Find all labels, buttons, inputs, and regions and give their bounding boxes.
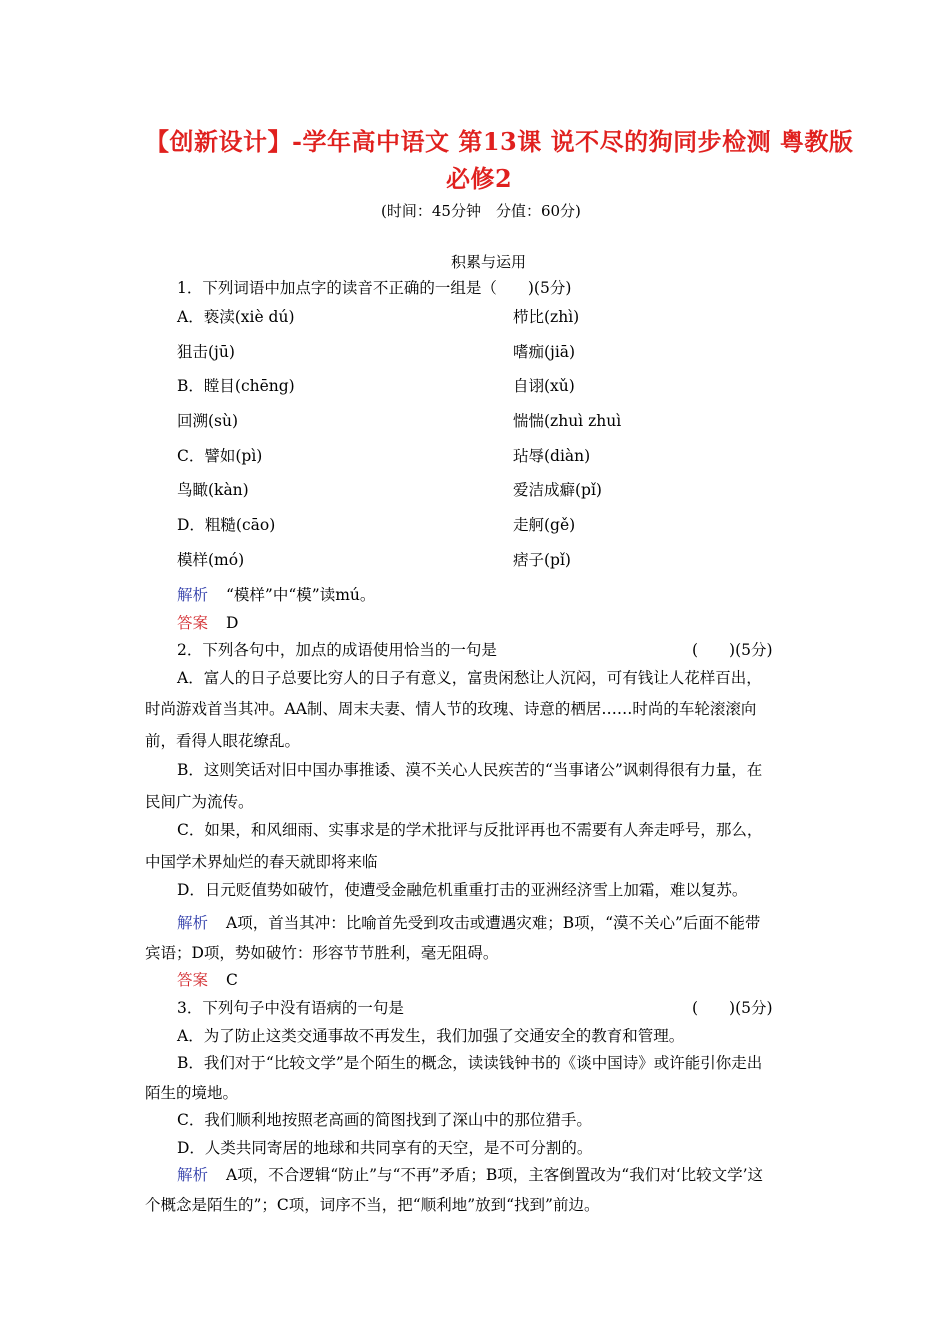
q1-option-left: 鸟瞰(kàn) xyxy=(177,481,249,499)
q2-line: D．日元贬值势如破竹，使遭受金融危机重重打击的亚洲经济雪上加霜，难以复苏。 xyxy=(177,881,748,899)
q1-stem: 1．下列词语中加点字的读音不正确的一组是（ )(5分) xyxy=(177,279,572,297)
q2-line: A．富人的日子总要比穷人的日子有意义，富贵闲愁让人沉闷，可有钱让人花样百出， xyxy=(177,669,762,687)
q3-answer-paren: ( )(5分) xyxy=(692,999,773,1017)
page-title-line2: 必修2 xyxy=(446,164,513,193)
q1-option-left: 模样(mó) xyxy=(177,551,245,569)
q2-answer-paren: ( )(5分) xyxy=(692,641,773,659)
q3-line: 陌生的境地。 xyxy=(145,1084,239,1102)
q2-analysis-text: A项，首当其冲：比喻首先受到攻击或遭遇灾难；B项，“漠不关心”后面不能带 xyxy=(226,914,761,932)
q1-option-right: 痞子(pǐ) xyxy=(513,551,571,569)
q1-option-left: C．譬如(pì) xyxy=(177,447,263,465)
q3-line: B．我们对于“比较文学”是个陌生的概念，读读钱钟书的《谈中国诗》或许能引你走出 xyxy=(177,1054,763,1072)
q3-analysis-text-cont: 个概念是陌生的”；C项，词序不当，把“顺利地”放到“找到”前边。 xyxy=(145,1196,600,1214)
q3-line: A．为了防止这类交通事故不再发生，我们加强了交通安全的教育和管理。 xyxy=(177,1027,685,1045)
q3-line: D．人类共同寄居的地球和共同享有的天空，是不可分割的。 xyxy=(177,1139,593,1157)
q2-line: 中国学术界灿烂的春天就即将来临 xyxy=(145,853,378,871)
page-title: 【创新设计】-学年高中语文 第13课 说不尽的狗同步检测 粤教版 xyxy=(145,127,854,156)
q2-answer-value: C xyxy=(226,971,238,989)
q1-option-left: 狙击(jū) xyxy=(177,343,235,361)
time-score-info: (时间：45分钟 分值：60分) xyxy=(381,202,581,220)
q2-line: 时尚游戏首当其冲。AA制、周末夫妻、情人节的玫瑰、诗意的栖居……时尚的车轮滚滚向 xyxy=(145,700,757,718)
q2-line: C．如果，和风细雨、实事求是的学术批评与反批评再也不需要有人奔走呼号，那么， xyxy=(177,821,763,839)
q1-option-right: 惴惴(zhuì zhuì xyxy=(513,412,622,430)
q2-line: B．这则笑话对旧中国办事推诿、漠不关心人民疾苦的“当事诸公”讽刺得很有力量，在 xyxy=(177,761,763,779)
q2-analysis-text-cont: 宾语；D项，势如破竹：形容节节胜利，毫无阻碍。 xyxy=(145,944,499,962)
q1-option-right: 走舸(gě) xyxy=(513,516,576,534)
q1-option-right: 嗜痂(jiā) xyxy=(513,343,576,361)
q1-option-left: 回溯(sù) xyxy=(177,412,239,430)
q2-answer-label: 答案 xyxy=(177,971,209,989)
q1-option-right: 玷辱(diàn) xyxy=(513,447,591,465)
q1-option-left: D．粗糙(cāo) xyxy=(177,516,276,534)
q1-analysis-text: “模样”中“模”读mú。 xyxy=(226,586,376,604)
q1-answer-value: D xyxy=(226,614,239,632)
q1-answer-label: 答案 xyxy=(177,614,209,632)
q1-analysis-label: 解析 xyxy=(177,586,209,604)
q1-option-left: B．瞠目(chēng) xyxy=(177,377,295,395)
q1-option-left: A．亵渎(xiè dú) xyxy=(177,308,295,326)
q2-stem: 2．下列各句中，加点的成语使用恰当的一句是 xyxy=(177,641,497,659)
q3-analysis-label: 解析 xyxy=(177,1166,209,1184)
section-title: 积累与运用 xyxy=(451,253,527,271)
q1-option-right: 自诩(xǔ) xyxy=(513,377,575,395)
q2-line: 前，看得人眼花缭乱。 xyxy=(145,732,301,750)
q3-stem: 3．下列句子中没有语病的一句是 xyxy=(177,999,404,1017)
q3-analysis-text: A项，不合逻辑“防止”与“不再”矛盾；B项，主客倒置改为“我们对‘比较文学’这 xyxy=(226,1166,764,1184)
q1-option-right: 爱洁成癖(pǐ) xyxy=(513,481,602,499)
q2-analysis-label: 解析 xyxy=(177,914,209,932)
q2-line: 民间广为流传。 xyxy=(145,793,254,811)
q3-line: C．我们顺利地按照老高画的简图找到了深山中的那位猎手。 xyxy=(177,1111,592,1129)
q1-option-right: 栉比(zhì) xyxy=(513,308,580,326)
